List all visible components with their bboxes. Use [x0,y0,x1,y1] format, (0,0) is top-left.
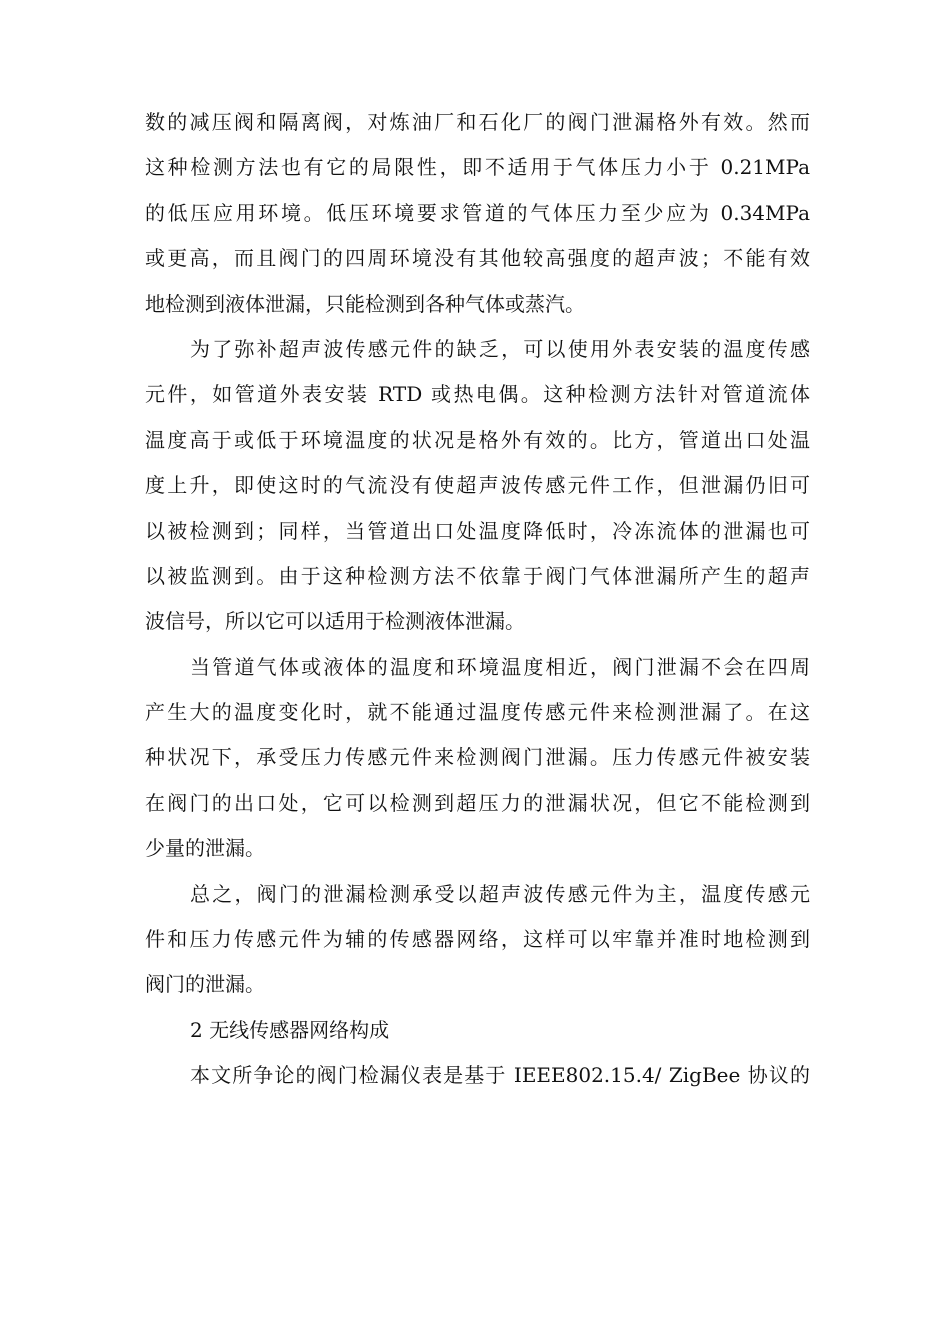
text-line: 波信号，所以它可以适用于检测液体泄漏。 [145,609,525,634]
paragraph-start-line: 为了弥补超声波传感元件的缺乏，可以使用外表安装的温度传感 [190,336,810,361]
section-heading: 2 无线传感器网络构成 [190,1017,390,1042]
text-line: 种状况下，承受压力传感元件来检测阀门泄漏。压力传感元件被安装 [145,745,810,770]
text-line: 以被监测到。由于这种检测方法不依靠于阀门气体泄漏所产生的超声 [145,563,810,588]
body-text [145,100,810,1099]
text-line: 或更高，而且阀门的四周环境没有其他较高强度的超声波；不能有效 [145,246,810,271]
text-line: 少量的泄漏。 [145,836,265,861]
text-line: 阀门的泄漏。 [145,972,265,997]
text-line: 这种检测方法也有它的局限性，即不适用于气体压力小于 0.21MPa [145,155,810,180]
text-line: 度上升，即使这时的气流没有使超声波传感元件工作，但泄漏仍旧可 [145,473,810,498]
paragraph-start-line: 当管道气体或液体的温度和环境温度相近，阀门泄漏不会在四周 [190,654,810,679]
text-line: 以被检测到；同样，当管道出口处温度降低时，冷冻流体的泄漏也可 [145,518,810,543]
text-line: 产生大的温度变化时，就不能通过温度传感元件来检测泄漏了。在这 [145,700,810,725]
text-line: 件和压力传感元件为辅的传感器网络，这样可以牢靠并准时地检测到 [145,927,810,952]
text-line: 元件，如管道外表安装 RTD 或热电偶。这种检测方法针对管道流体 [145,382,810,407]
text-line: 在阀门的出口处，它可以检测到超压力的泄漏状况，但它不能检测到 [145,790,810,815]
text-line: 数的减压阀和隔离阀，对炼油厂和石化厂的阀门泄漏格外有效。然而 [145,110,810,134]
text-line: 温度高于或低于环境温度的状况是格外有效的。比方，管道出口处温 [145,427,810,452]
text-line: 地检测到液体泄漏，只能检测到各种气体或蒸汽。 [145,291,585,316]
paragraph-start-line: 本文所争论的阀门检漏仪表是基于 IEEE802.15.4/ ZigBee 协议的 [190,1063,810,1088]
paragraph-start-line: 总之，阀门的泄漏检测承受以超声波传感元件为主，温度传感元 [190,881,810,906]
text-line: 的低压应用环境。低压环境要求管道的气体压力至少应为 0.34MPa [145,200,810,225]
